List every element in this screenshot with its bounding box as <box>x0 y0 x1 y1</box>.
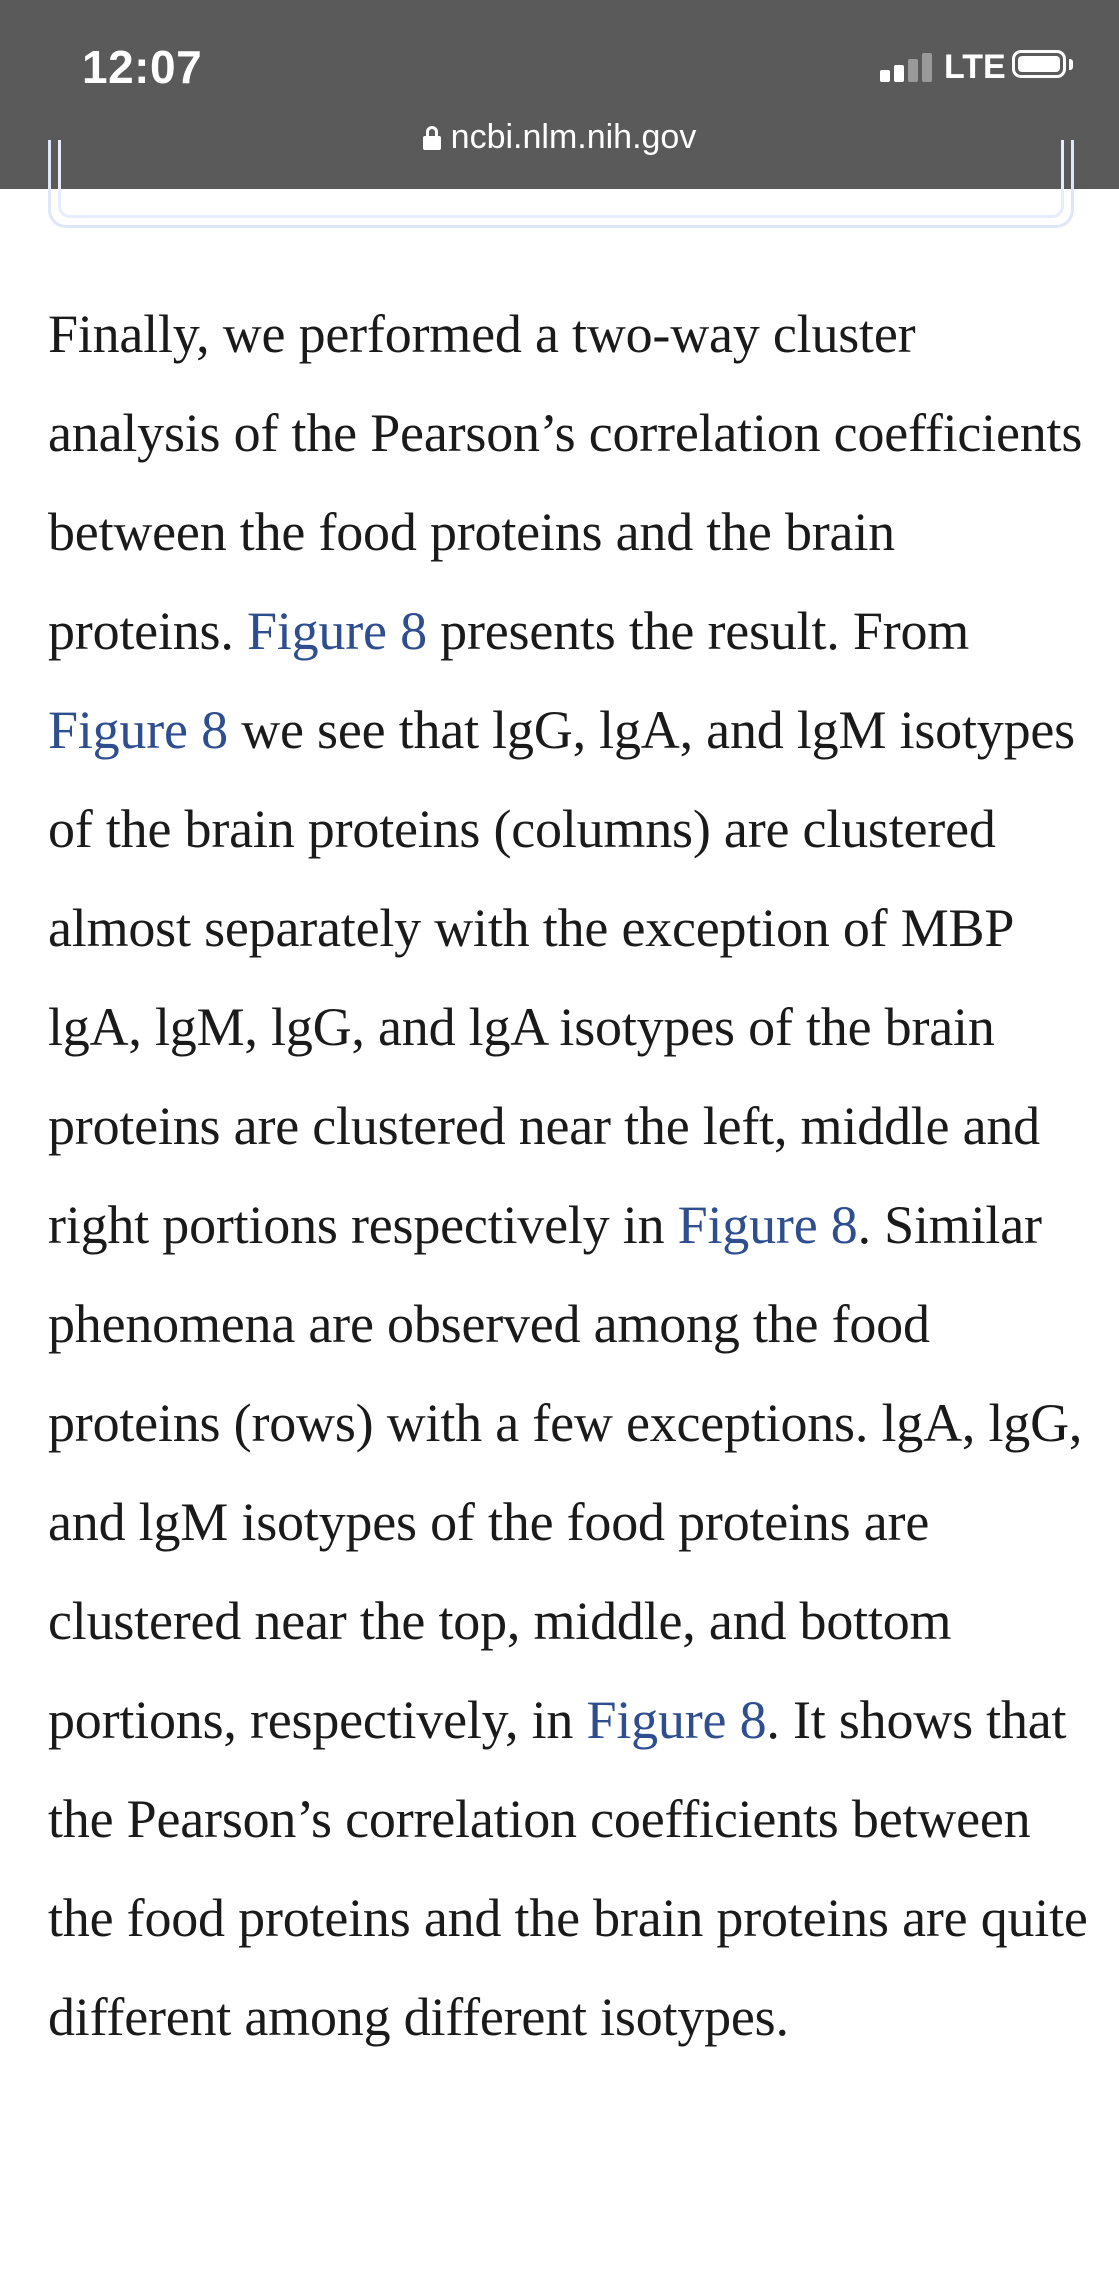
figure-8-link[interactable]: Figure 8 <box>677 1195 858 1255</box>
figure-8-link[interactable]: Figure 8 <box>246 601 427 661</box>
paragraph-text: Finally, we performed a two-way cluster analysis of the Pearson’s correlation coefficients between the food proteins and the brain proteins. <box>48 304 1083 661</box>
url-text: ncbi.nlm.nih.gov <box>450 118 697 156</box>
status-time: 12:07 <box>82 41 203 93</box>
paragraph-text: . Similar phenomena are observed among the food proteins (rows) with a few exceptions. lgA, lgG, and lgM isotypes of the food proteins are clustered near the top, middle, and bottom portions, respectively, in <box>48 1195 1083 1750</box>
paragraph-text: presents the result. From <box>426 601 970 661</box>
battery-icon <box>1012 50 1072 82</box>
paragraph-text: . It shows that the Pearson’s correlation coefficients between the food proteins and the brain proteins are quite different among different isotypes. <box>48 1690 1088 2047</box>
figure-container-edge <box>48 140 1074 228</box>
cellular-signal-icon <box>880 52 934 82</box>
figure-8-link[interactable]: Figure 8 <box>48 700 228 760</box>
network-type: LTE <box>944 48 1006 86</box>
paragraph-text: we see that lgG, lgA, and lgM isotypes of the brain proteins (columns) are clustered almost separately with the exception of MBP lgA, lgM, lgG, and lgA isotypes of the brain proteins are clustered near the left, middle and right portions respectively in <box>48 700 1075 1255</box>
figure-8-link[interactable]: Figure 8 <box>586 1690 767 1750</box>
article-paragraph <box>48 285 1088 2067</box>
